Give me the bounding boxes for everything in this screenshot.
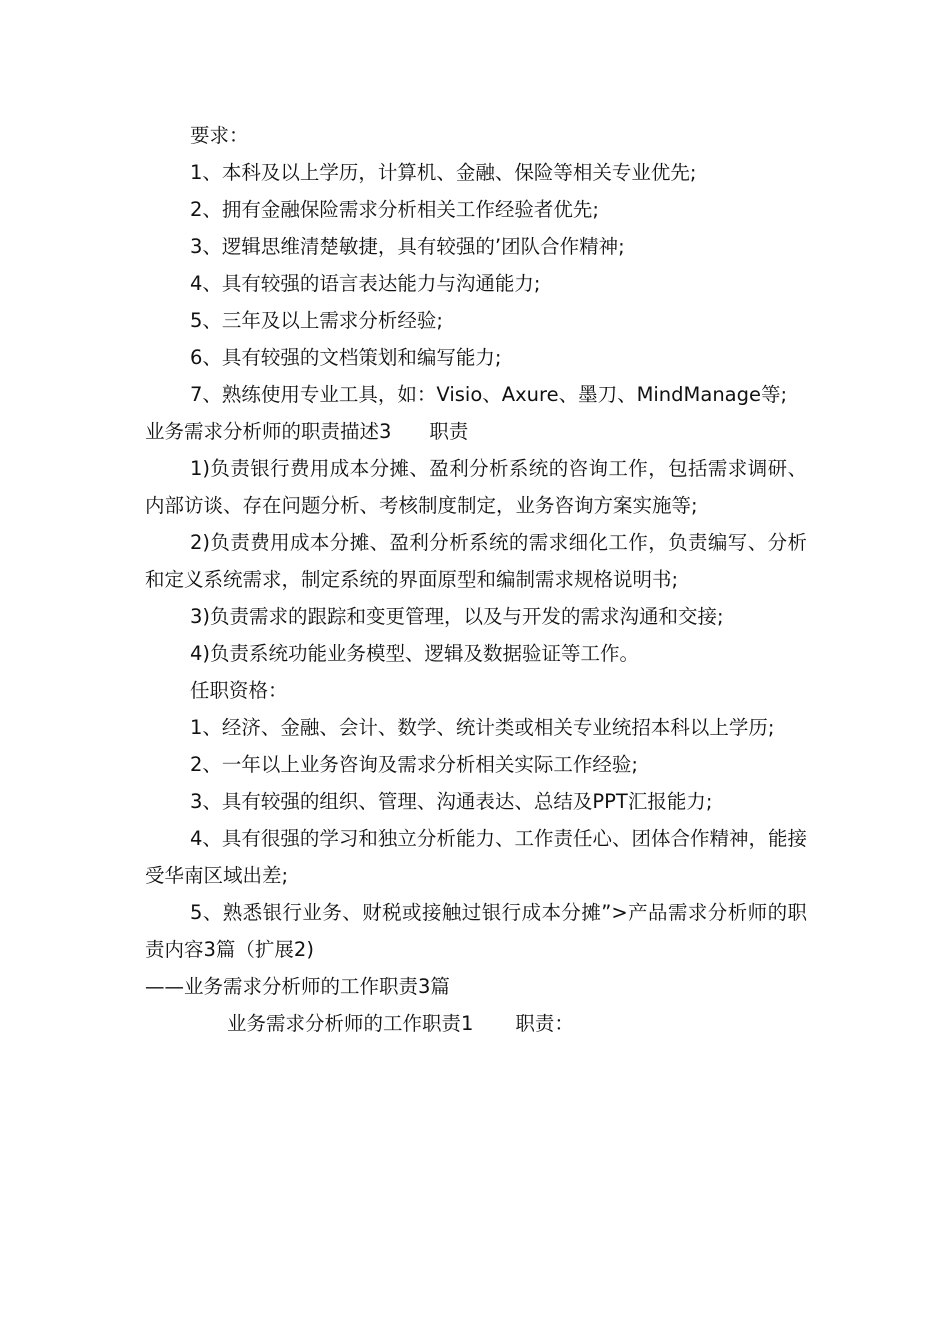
paragraph-duty-2: 2)负责费用成本分摊、盈利分析系统的需求细化工作，负责编写、分析和定义系统需求，制定系统的界面原型和编制需求规格说明书; [145,531,807,591]
subheading-title: 业务需求分析师的工作职责1 [227,1012,474,1035]
section-heading-description-3 [145,413,807,450]
subheading-duties-label: 职责： [515,1012,574,1035]
paragraph-requirement-5: 5、三年及以上需求分析经验; [190,309,443,332]
paragraph-qualification-5: 5、熟悉银行业务、财税或接触过银行成本分摊”>产品需求分析师的职责内容3篇（扩展2) [145,901,807,961]
subheading-work-duties-1 [145,1005,807,1042]
paragraph-requirement-6: 6、具有较强的文档策划和编写能力; [190,346,502,369]
paragraph-qualification-2: 2、一年以上业务咨询及需求分析相关实际工作经验; [190,753,638,776]
paragraph-duty-1: 1)负责银行费用成本分摊、盈利分析系统的咨询工作，包括需求调研、内部访谈、存在问题分析、考核制度制定，业务咨询方案实施等; [145,457,807,517]
paragraph-qualification-4: 4、具有很强的学习和独立分析能力、工作责任心、团体合作精神，能接受华南区域出差; [145,827,807,887]
section-heading-title: 业务需求分析师的职责描述3 [145,420,392,443]
paragraph-duty-4: 4)负责系统功能业务模型、逻辑及数据验证等工作。 [190,642,640,665]
paragraph-requirement-7: 7、熟练使用专业工具，如：Visio、Axure、墨刀、MindManage等; [190,383,788,406]
paragraph-requirement-1: 1、本科及以上学历，计算机、金融、保险等相关专业优先; [190,161,697,184]
paragraph-requirement-3: 3、逻辑思维清楚敏捷，具有较强的’团队合作精神; [190,235,625,258]
document-body [145,117,807,1042]
paragraph-qualifications-title: 任职资格： [190,679,288,702]
paragraph-qualification-3: 3、具有较强的组织、管理、沟通表达、总结及PPT汇报能力; [190,790,713,813]
paragraph-duty-3: 3)负责需求的跟踪和变更管理，以及与开发的需求沟通和交接; [190,605,724,628]
paragraph-requirements-title: 要求： [190,124,249,147]
paragraph-requirement-4: 4、具有较强的语言表达能力与沟通能力; [190,272,541,295]
paragraph-qualification-1: 1、经济、金融、会计、数学、统计类或相关专业统招本科以上学历; [190,716,775,739]
section-heading-duties-label: 职责 [429,420,469,443]
paragraph-requirement-2: 2、拥有金融保险需求分析相关工作经验者优先; [190,198,599,221]
paragraph-related-heading: ——业务需求分析师的工作职责3篇 [145,975,450,998]
